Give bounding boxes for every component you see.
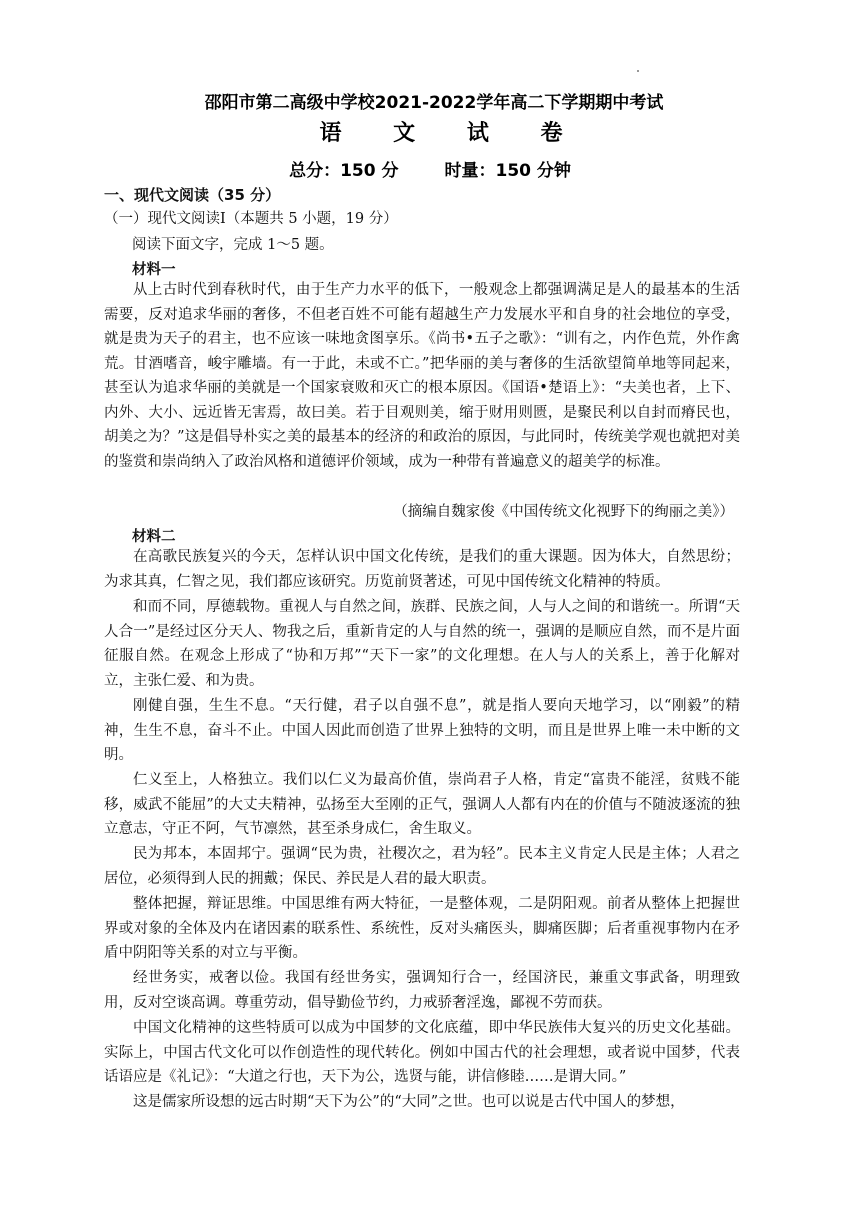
material-two-paragraph: 刚健自强，生生不息。“天行健，君子以自强不息”，就是指人要向天地学习，以“刚毅”的精神，生生不息，奋斗不止。中国人因此而创造了世界上独特的文明，而且是世界上唯一未中断的文明。	[104, 698, 740, 763]
scan-speck	[637, 70, 639, 72]
instruction-text: 阅读下面文字，完成 1～5 题。	[132, 237, 334, 253]
exam-meta-line	[0, 156, 860, 181]
material-two-paragraph: 整体把握，辩证思维。中国思维有两大特征，一是整体观，二是阴阳观。前者从整体上把握世界或对象的全体及内在诸因素的联系性、系统性，反对头痛医头，脚痛医脚；后者重视事物内在矛盾中阴阳等关系的对立与平衡。	[104, 896, 740, 961]
material-two-paragraph: 经世务实，戒奢以俭。我国有经世务实，强调知行合一，经国济民，兼重文事武备，明理致用，反对空谈高调。尊重劳动，倡导勤俭节约，力戒骄奢淫逸，鄙视不劳而获。	[104, 970, 740, 1011]
exam-subject-title: 语 文 试 卷	[319, 121, 585, 146]
material-one-source: （摘编自魏家俊《中国传统文化视野下的绚丽之美》）	[393, 504, 734, 520]
material-two-paragraph: 民为邦本，本固邦宁。强调“民为贵，社稷次之，君为轻”。民本主义肯定人民是主体；人君之居位，必须得到人民的拥戴；保民、养民是人君的最大职责。	[104, 846, 740, 887]
material-two-paragraph: 中国文化精神的这些特质可以成为中国梦的文化底蕴，即中华民族伟大复兴的历史文化基础。实际上，中国古代文化可以作创造性的现代转化。例如中国古代的社会理想，或者说中国梦，代表话语应是《礼记》：“大道之行也，天下为公，选贤与能，讲信修睦……是谓大同。”	[104, 1020, 740, 1085]
material-two-paragraph: 在高歌民族复兴的今天，怎样认识中国文化传统，是我们的重大课题。因为体大，自然思纷；为求其真，仁智之见，我们都应该研究。历览前贤著述，可见中国传统文化精神的特质。	[104, 549, 740, 590]
material-two-paragraph: 和而不同，厚德载物。重视人与自然之间，族群、民族之间，人与人之间的和谐统一。所谓“天人合一”是经过区分天人、物我之后，重新肯定的人与自然的统一，强调的是顺应自然，而不是片面征服自然。在观念上形成了“协和万邦”“天下一家”的文化理想。在人与人的关系上，善于化解对立，主张仁爱、和为贵。	[104, 599, 740, 689]
material-two-label: 材料二	[132, 529, 176, 545]
material-one-paragraph: 从上古时代到春秋时代，由于生产力水平的低下，一般观念上都强调满足是人的最基本的生活需要，反对追求华丽的奢侈，不但老百姓不可能有超越生产力发展水平和自身的社会地位的享受，就是贵为天子的君主，也不应该一味地贪图享乐。《尚书•五子之歌》：“训有之，内作色荒，外作禽荒。甘酒嗜音，峻宇雕墙。有一于此，未或不亡。”把华丽的美与奢侈的生活欲望简单地等同起来，甚至认为追求华丽的美就是一个国家衰败和灭亡的根本原因。《国语•楚语上》：“夫美也者，上下、内外、大小、远近皆无害焉，故曰美。若于目观则美，缩于财用则匮，是聚民利以自封而瘠民也，胡美之为？”这是倡导朴实之美的最基本的经济的和政治的原因，与此同时，传统美学观也就把对美的鉴赏和崇尚纳入了政治风格和道德评价领域，成为一种带有普遍意义的超美学的标准。	[104, 282, 740, 470]
time-limit: 时量：150 分钟	[444, 161, 571, 181]
section-heading: 一、现代文阅读（35 分）	[104, 186, 281, 204]
subsection-heading: （一）现代文阅读Ⅰ（本题共 5 小题，19 分）	[104, 211, 398, 227]
material-two-paragraph: 这是儒家所设想的远古时期“天下为公”的“大同”之世。也可以说是古代中国人的梦想，	[133, 1094, 685, 1110]
total-score: 总分：150 分	[289, 161, 399, 181]
exam-school-title: 邵阳市第二高级中学校2021-2022学年高二下学期期中考试	[204, 93, 664, 113]
material-one-label: 材料一	[132, 262, 176, 278]
material-two-paragraph: 仁义至上，人格独立。我们以仁义为最高价值，崇尚君子人格，肯定“富贵不能淫，贫贱不能移，威武不能屈”的大丈夫精神，弘扬至大至刚的正气，强调人人都有内在的价值与不随波逐流的独立意志，守正不阿，气节凛然，甚至杀身成仁，舍生取义。	[104, 772, 740, 837]
